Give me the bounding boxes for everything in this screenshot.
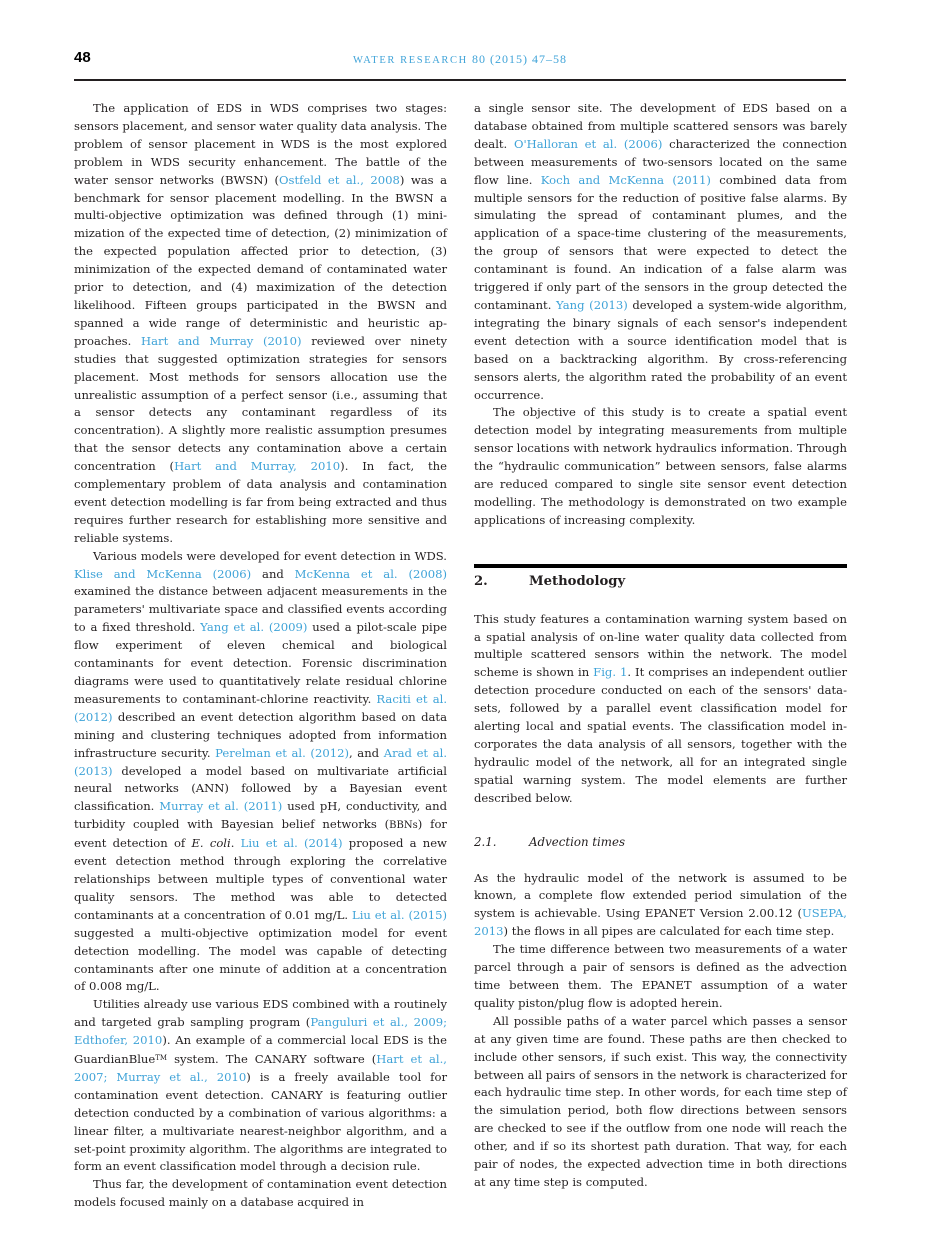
text: a single sensor site. The development of EDS based on a database obtained from multiple scattered sensors was barely dealt. xyxy=(474,101,847,151)
citation-link[interactable]: Hart and Murray (2010) xyxy=(141,333,302,348)
citation-link[interactable]: Perelman et al. (2012) xyxy=(215,745,349,760)
page-header xyxy=(74,46,846,80)
citation-link[interactable]: Hart and Murray, 2010 xyxy=(174,459,341,474)
text: Utilities already use various EDS combined with a routinely and targeted grab sampling program ( xyxy=(74,997,447,1030)
text: system. The CANARY software ( xyxy=(167,1052,377,1067)
text: This study features a contamination warning system based on a spatial analysis of on-line water quality data collected from multiple scattered sensors within the network. The model scheme is shown in xyxy=(474,611,847,680)
running-head xyxy=(74,52,846,67)
text: The time difference between two measurements of a water parcel through a pair of sensors is defined as the advection time between them. The EPANET assumption of a water quality piston/plug flow is adopted herein. xyxy=(474,942,847,1010)
citation-link[interactable]: Klise and McKenna (2006) xyxy=(74,566,252,581)
citation-link[interactable]: Koch and McKenna (2011) xyxy=(540,172,711,187)
paragraph xyxy=(74,548,447,997)
figure-link[interactable]: Fig. 1 xyxy=(593,665,628,680)
paragraph xyxy=(474,100,847,404)
text: ). An example of a commercial local EDS is the GuardianBlue xyxy=(74,1033,447,1067)
right-column xyxy=(474,100,847,1192)
paragraph xyxy=(474,1013,847,1192)
text: . It comprises an independent outlier detection procedure conducted on each of the sensors' datasets, followed by a parallel event classification model for alerting local and spatial events. The classification model incorporates the data analysis of all sensors, together with the hydraulic model of the network, all for an integrated single spatial warning system. The model elements are further described below. xyxy=(474,665,847,805)
text: ) was a benchmark for sensor placement modelling. In the BWSN a multi-objective optimization was defined through (1) minimization of the expected time of detection, (2) minimization of the expected population affected prior to detection, (3) minimization of the expected demand of contaminated water prior to detection, and (4) maximization of the detection likelihood. Fifteen groups participated in the BWSN and spanned a wide range of deterministic and heuristic approaches. xyxy=(74,172,448,348)
paragraph xyxy=(474,870,847,942)
section-heading xyxy=(474,573,847,591)
citation-link[interactable]: Panguluri et al., 2009; Edthofer, 2010 xyxy=(74,1015,448,1048)
paragraph xyxy=(474,941,847,1013)
citation-link[interactable]: Murray et al. (2011) xyxy=(159,799,283,814)
text: ) the flows in all pipes are calculated for each time step. xyxy=(503,924,835,939)
paragraph xyxy=(74,996,447,1176)
citation-link[interactable]: Hart et al., 2007; Murray et al., 2010 xyxy=(74,1052,447,1084)
citation-link[interactable]: Yang (2013) xyxy=(556,297,628,312)
section-title: Methodology xyxy=(529,573,626,589)
text: developed a model based on multivariate artificial neural networks (ANN) followed by a Bayesian event classification. xyxy=(74,763,447,814)
citation-link[interactable]: Yang et al. (2009) xyxy=(200,620,308,635)
text: The objective of this study is to create a spatial event detection model by integrating measurements from multiple sensor locations with network hydraulics information. Through the “hydraulic communication” between sensors, false alarms are reduced compared to single site sensor event detection modelling. The methodology is demonstrated on two example applications of increasing complexity. xyxy=(474,405,847,527)
citation-link[interactable]: O'Halloran et al. (2006) xyxy=(513,136,663,151)
text: Various models were developed for event detection in WDS. xyxy=(93,548,447,563)
text: examined the distance between adjacent measurements in the parameters' multivariate space and classified events according to a fixed threshold. xyxy=(74,584,447,635)
citation-link[interactable]: McKenna et al. (2008) xyxy=(294,566,447,581)
citation-link[interactable]: Liu et al. (2014) xyxy=(240,836,343,851)
journal-name: WATER RESEARCH xyxy=(352,55,468,66)
citation-link[interactable]: Arad et al. (2013) xyxy=(74,745,448,778)
header-rule xyxy=(74,79,846,81)
text: described an event detection algorithm based on data mining and clustering techniques adopted from information infrastructure security. xyxy=(74,709,447,760)
left-column xyxy=(74,100,447,1212)
trademark: TM xyxy=(155,1054,168,1063)
text: ) for event detection of xyxy=(74,817,447,851)
abbreviation: BBNs xyxy=(389,820,418,832)
citation-link[interactable]: Ostfeld et al., 2008 xyxy=(279,172,400,187)
page-number: 48 xyxy=(74,49,91,66)
text: Thus far, the development of contamination event detection models focused mainly on a database acquired in xyxy=(74,1177,447,1210)
text: combined data from multiple sensors for the reduction of positive false alarms. By simulating the spread of contaminant plumes, and the application of a space-time clustering of the measurements, the group of sensors that were expected to detect the contaminant is found. An indication of a false alarm was triggered if only part of the sensors in the group detected the contaminant. xyxy=(474,172,847,312)
text: characterized the connection between measurements of two-sensors located on the same flow line. xyxy=(474,136,847,187)
text: As the hydraulic model of the network is assumed to be known, a complete flow extended period simulation of the system is achievable. Using EPANET Version 2.00.12 ( xyxy=(474,870,847,921)
text: ) is a freely available tool for contamination event detection. CANARY is featuring outlier detection conducted by a combination of various algorithms: a linear filter, a multivariate nearest-neighbor algorithm, and a set-point proximity algorithm. The algorithms are integrated to form an event classification model through a decision rule. xyxy=(74,1069,447,1174)
volume-pages: 80 (2015) 47–58 xyxy=(472,52,568,66)
text: All possible paths of a water parcel which passes a sensor at any given time are found. These paths are then checked to include other sensors, if such exist. This way, the connectivity between all pairs of sensors in the network is characterized for each hydraulic time step. In other words, for each time step of the simulation period, both flow directions between sensors are checked to see if the outflow from one node will reach the other, and if so its shortest path duration. That way, for each pair of nodes, the expected advection time in both directions at any time step is computed. xyxy=(474,1013,847,1189)
text: , and xyxy=(349,745,384,760)
subsection-title: Advection times xyxy=(529,834,626,849)
paragraph xyxy=(74,1176,447,1212)
text: used pH, conductivity, and turbidity coupled with Bayesian belief networks ( xyxy=(74,799,447,832)
paragraph xyxy=(474,611,847,808)
section-rule xyxy=(474,564,847,568)
subsection-number: 2.1. xyxy=(474,834,497,849)
text: and xyxy=(251,566,295,581)
text: The application of EDS in WDS comprises two stages: sensors placement, and sensor water quality data analysis. The problem of sensor placement in WDS is the most explored problem in WDS security enhancement. The battle of the water sensor networks (BWSN) ( xyxy=(74,101,447,187)
paragraph xyxy=(474,404,847,529)
text: ). In fact, the complementary problem of data analysis and contamination event detection modelling is far from being extracted and thus requires further research for establishing more sensitive and reliable systems. xyxy=(74,459,447,545)
citation-link[interactable]: Raciti et al. (2012) xyxy=(74,691,448,724)
citation-link[interactable]: Liu et al. (2015) xyxy=(352,907,447,922)
paragraph xyxy=(74,100,447,548)
species-name: E. coli xyxy=(191,836,231,851)
subsection-heading xyxy=(474,834,847,852)
text: reviewed over ninety studies that suggested optimization strategies for sensors placement. Most methods for sensors allocation use the unrealistic assumption of a perfect sensor (i.e., assuming that a sensor detects any contaminant regardless of its concentration). A slightly more realistic assumption presumes that the sensor detects any contamination above a certain concentration ( xyxy=(74,333,447,474)
text: . xyxy=(230,836,241,851)
text: developed a system-wide algorithm, integrating the binary signals of each sensor's independent event detection with a source identification model that is based on a backtracking algorithm. By cross-referencing sensors alerts, the algorithm rated the probability of an event occurrence. xyxy=(474,297,848,402)
section-number: 2. xyxy=(474,573,488,589)
citation-link[interactable]: USEPA, 2013 xyxy=(474,906,847,939)
text: used a pilot-scale pipe flow experiment of eleven chemical and biological contaminants for event detection. Forensic discrimination diagrams were used to quantitatively relate residual chlorine measurements to contaminant-chlorine reactivity. xyxy=(74,620,447,706)
text: proposed a new event detection method through exploring the correlative relationships between multiple types of conventional water quality sensors. The method was able to detected contaminants at a concentration of 0.01 mg/L. xyxy=(74,836,447,922)
text: suggested a multi-objective optimization model for event detection modelling. The model was capable of detecting contaminants after one minute of addition at a concentration of 0.008 mg/L. xyxy=(74,925,447,994)
